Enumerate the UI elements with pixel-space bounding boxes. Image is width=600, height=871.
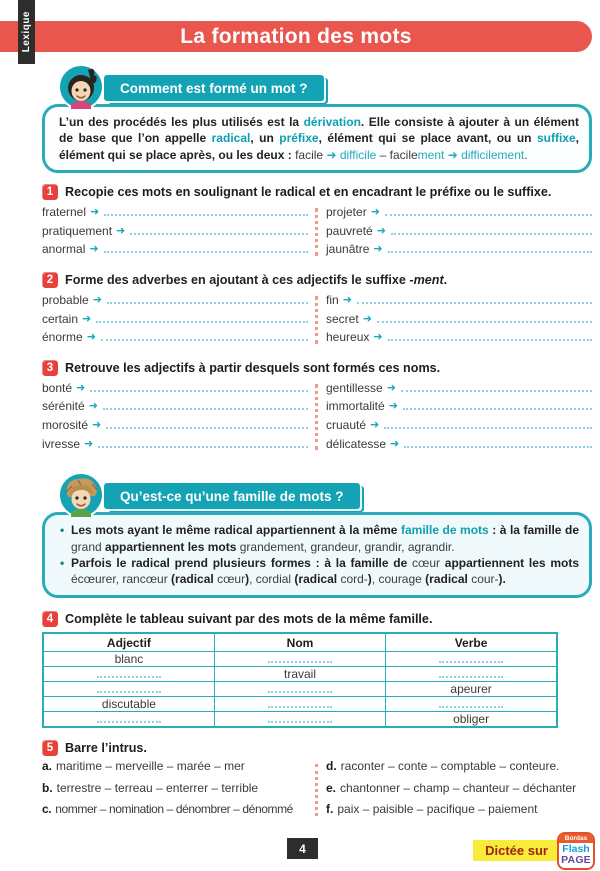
exercise-number-badge: 1: [42, 184, 58, 200]
arrow-icon: ➜: [386, 381, 396, 394]
table-cell: [214, 712, 385, 728]
exercise-item: [42, 381, 308, 400]
table-cell: [43, 682, 214, 697]
exercise-item: [42, 418, 308, 437]
answer-line[interactable]: [388, 251, 592, 253]
exercise-item: [326, 312, 592, 331]
answer-line[interactable]: [268, 654, 332, 663]
item-letter: a.: [42, 759, 53, 774]
item-word: ivresse: [42, 436, 81, 451]
answer-line[interactable]: [439, 654, 503, 663]
exercise-3: [42, 360, 592, 455]
exercise-item: [326, 224, 592, 243]
table-row: [43, 682, 557, 697]
answer-line[interactable]: [268, 714, 332, 723]
arrow-icon: ➜: [89, 243, 99, 256]
exercise-4: [42, 611, 592, 729]
page-footer: [42, 825, 592, 871]
arrow-icon: ➜: [370, 418, 380, 431]
table-cell: [214, 652, 385, 667]
answer-line[interactable]: [104, 214, 308, 216]
item-word: anormal: [42, 242, 86, 257]
lesson-box: [42, 512, 592, 598]
item-words: nommer – nomination – dénombrer – dénommé: [55, 802, 293, 817]
table-cell: travail: [214, 667, 385, 682]
item-word: jaunâtre: [326, 242, 370, 257]
arrow-icon: ➜: [370, 206, 380, 219]
answer-line[interactable]: [90, 390, 308, 392]
answer-line[interactable]: [404, 446, 592, 448]
exercise-item: [42, 224, 308, 243]
column-divider: [315, 764, 318, 816]
page-content: [42, 64, 592, 871]
arrow-icon: ➜: [342, 294, 352, 306]
table-cell: [386, 697, 557, 712]
lesson-word-family: [42, 472, 592, 598]
bordas-flashpage-logo: [557, 832, 595, 870]
exercise-title: Retrouve les adjectifs à partir desquels sont formés ces noms.: [65, 360, 441, 375]
exercise-number-badge: 4: [42, 611, 58, 627]
lesson-text: L’un des procédés les plus utilisés est la dérivation. Elle consiste à ajouter à un élément de base que l’on appelle radical, un préfixe, élément qui se place avant, ou un suffixe, élément qui se place après, ou les deux : facile ➜ difficile – facilement ➜ difficilement.: [59, 115, 579, 162]
table-row: [43, 712, 557, 728]
answer-line[interactable]: [357, 302, 592, 304]
boy-avatar: [58, 472, 104, 518]
item-word: pauvreté: [326, 223, 373, 238]
exercise-title: Forme des adverbes en ajoutant à ces adjectifs le suffixe -ment.: [65, 273, 448, 287]
item-word: fin: [326, 293, 339, 307]
table-cell: [214, 682, 385, 697]
item-words: raconter – conte – comptable – conteure.: [340, 759, 560, 774]
arrow-icon: ➜: [373, 243, 383, 256]
answer-line[interactable]: [98, 446, 308, 448]
lesson-badge-label: Qu’est-ce qu’une famille de mots ?: [120, 488, 344, 504]
lesson-bullet: • Les mots ayant le même radical appartiennent à la même famille de mots : à la famille de grand appartiennent les mots grandement, grandeur, grandir, agrandir.: [59, 522, 579, 555]
exercise-2: [42, 272, 592, 349]
section-tab-lexique: [18, 0, 35, 64]
exercise-number-badge: 3: [42, 360, 58, 376]
exercise-item: [42, 437, 308, 456]
column-header: Verbe: [386, 633, 557, 652]
item-word: bonté: [42, 380, 73, 395]
item-word: énorme: [42, 330, 83, 345]
table-cell: blanc: [43, 652, 214, 667]
answer-line[interactable]: [439, 669, 503, 678]
page-title-banner: [0, 21, 592, 52]
item-word: délicatesse: [326, 436, 387, 451]
item-word: secret: [326, 311, 359, 326]
item-letter: e.: [326, 780, 337, 795]
item-word: probable: [42, 293, 89, 307]
exercise-item: [42, 205, 308, 224]
table-row: [43, 697, 557, 712]
answer-line[interactable]: [96, 321, 308, 323]
item-words: terrestre – terreau – enterrer – terrible: [56, 780, 259, 795]
answer-line[interactable]: [106, 427, 308, 429]
item-letter: d.: [326, 759, 337, 774]
exercise-item: [326, 381, 592, 400]
arrow-icon: ➜: [76, 381, 86, 394]
flash-logo-text: Flash: [562, 843, 590, 856]
lesson-badge: [104, 75, 324, 101]
table-cell: apeurer: [386, 682, 557, 697]
exercise-item: [326, 399, 592, 418]
list-item: [326, 759, 592, 780]
lesson-box: [42, 104, 592, 173]
exercise-item: [42, 312, 308, 331]
exercise-title: Recopie ces mots en soulignant le radical et en encadrant le préfixe ou le suffixe.: [65, 185, 552, 200]
arrow-icon: ➜: [88, 400, 98, 413]
answer-line[interactable]: [439, 699, 503, 708]
word-family-table: [42, 632, 558, 729]
item-letter: b.: [42, 780, 53, 795]
item-word: sérénité: [42, 399, 85, 414]
answer-line[interactable]: [107, 302, 308, 304]
answer-line[interactable]: [97, 684, 161, 693]
answer-line[interactable]: [97, 714, 161, 723]
table-cell: [386, 667, 557, 682]
item-word: immortalité: [326, 399, 385, 414]
exercise-item: [326, 293, 592, 312]
answer-line[interactable]: [391, 233, 592, 235]
exercise-5: [42, 740, 592, 823]
arrow-icon: ➜: [92, 418, 102, 431]
exercise-item: [326, 418, 592, 437]
girl-avatar: [58, 64, 104, 110]
exercise-item: [42, 399, 308, 418]
item-word: cruauté: [326, 417, 367, 432]
answer-line[interactable]: [384, 427, 592, 429]
item-word: projeter: [326, 205, 367, 220]
item-word: certain: [42, 311, 79, 326]
column-header: Nom: [214, 633, 385, 652]
exercise-title: Barre l’intrus.: [65, 741, 147, 756]
lesson-badge-label: Comment est formé un mot ?: [120, 80, 308, 96]
page-number: 4: [287, 838, 318, 859]
page-logo-text: PAGE: [561, 854, 591, 867]
arrow-icon: ➜: [376, 224, 386, 237]
answer-line[interactable]: [104, 251, 308, 253]
answer-line[interactable]: [377, 321, 592, 323]
table-header-row: [43, 633, 557, 652]
item-word: gentillesse: [326, 380, 383, 395]
item-words: chantonner – champ – chanteur – déchanter: [340, 780, 577, 795]
answer-line[interactable]: [403, 408, 592, 410]
section-tab-label: Lexique: [21, 11, 32, 53]
item-word: heureux: [326, 330, 370, 345]
arrow-icon: ➜: [90, 206, 100, 219]
exercise-item: [326, 242, 592, 261]
table-cell: discutable: [43, 697, 214, 712]
answer-line[interactable]: [401, 390, 592, 392]
column-divider: [315, 208, 318, 256]
item-letter: c.: [42, 802, 52, 817]
list-item: [42, 781, 308, 802]
table-row: [43, 652, 557, 667]
item-words: paix – paisible – pacifique – paiement: [337, 802, 538, 817]
arrow-icon: ➜: [116, 224, 126, 237]
exercise-item: [42, 242, 308, 261]
table-cell: [214, 697, 385, 712]
arrow-icon: ➜: [92, 294, 102, 306]
exercise-item: [326, 330, 592, 349]
arrow-icon: ➜: [390, 437, 400, 450]
arrow-icon: ➜: [388, 400, 398, 413]
answer-line[interactable]: [385, 214, 592, 216]
exercise-item: [42, 330, 308, 349]
exercise-number-badge: 5: [42, 740, 58, 756]
column-divider: [315, 384, 318, 450]
lesson-badge: [104, 483, 360, 509]
column-header: Adjectif: [43, 633, 214, 652]
item-words: maritime – merveille – marée – mer: [56, 759, 245, 774]
exercise-item: [326, 437, 592, 456]
arrow-icon: ➜: [82, 312, 92, 325]
page-title: La formation des mots: [180, 24, 412, 48]
item-letter: f.: [326, 802, 334, 817]
table-cell: [43, 712, 214, 728]
answer-line[interactable]: [268, 684, 332, 693]
table-row: [43, 667, 557, 682]
arrow-icon: ➜: [373, 331, 383, 344]
answer-line[interactable]: [103, 408, 308, 410]
exercise-number-badge: 2: [42, 272, 58, 288]
table-cell: [386, 652, 557, 667]
answer-line[interactable]: [388, 339, 592, 341]
answer-line[interactable]: [130, 233, 308, 235]
list-item: [42, 759, 308, 780]
answer-line[interactable]: [101, 339, 308, 341]
item-word: morosité: [42, 417, 89, 432]
arrow-icon: ➜: [86, 331, 96, 344]
item-word: fraternel: [42, 205, 87, 220]
table-cell: [43, 667, 214, 682]
exercise-item: [326, 205, 592, 224]
arrow-icon: ➜: [84, 437, 94, 450]
dictee-label: Dictée sur: [485, 843, 548, 859]
list-item: [326, 802, 592, 823]
list-item: [42, 802, 308, 823]
column-divider: [315, 296, 318, 344]
lesson-bullet: • Parfois le radical prend plusieurs formes : à la famille de cœur appartiennent les mots écœurer, rancœur (radical cœur), cordial (radical cord-), courage (radical cour-).: [59, 555, 579, 588]
exercise-item: [42, 293, 308, 312]
exercise-title: Complète le tableau suivant par des mots de la même famille.: [65, 611, 433, 626]
answer-line[interactable]: [97, 669, 161, 678]
answer-line[interactable]: [268, 699, 332, 708]
bordas-logo-text: Bordas: [559, 834, 593, 843]
table-cell: obliger: [386, 712, 557, 728]
item-word: pratiquement: [42, 223, 113, 238]
lesson-how-word-formed: [42, 64, 592, 173]
arrow-icon: ➜: [362, 312, 372, 325]
list-item: [326, 781, 592, 802]
exercise-1: [42, 184, 592, 261]
